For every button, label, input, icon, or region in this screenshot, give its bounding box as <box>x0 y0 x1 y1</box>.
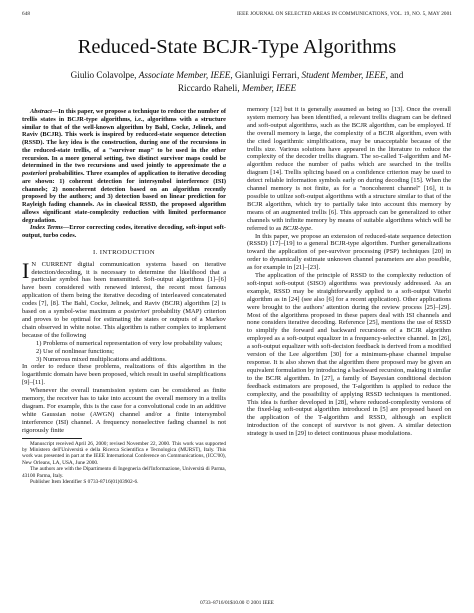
author-conjunction: , and <box>385 70 404 80</box>
abstract-text-1: In this paper, we propose a technique to reduce the number of trellis states in BCJR-type algorithms, i.e., algorithms with a structure similar to that of the well-known algorithm by Bahl, Cocke, Jelinek, and Raviv (BCJR). This work is inspired by reduced-state sequence detection (RSSD). The key idea is the construction, during one of the recursions in the reduced-state trellis, of a "survivor map" to be used in the other recursion. In a more general setting, two distinct survivor maps could be determined in the two recursions and used jointly to approximate the <box>22 108 226 170</box>
list-item: 3) Numerous mixed multiplications and additions. <box>36 355 167 363</box>
list-item: 2) Use of nonlinear functions; <box>36 347 114 355</box>
right-p1-end: . <box>311 224 313 232</box>
author-raheli-role: Member, IEEE <box>241 82 297 93</box>
intro-p1-end: probability (MAP) criterion and proves to be optimal for estimating the states or outputs of a Markov chain observed in white noise. This algorithm is rather complex to implement because of the following <box>22 308 226 339</box>
abstract-label: Abstract— <box>30 108 59 115</box>
author-colavolpe-role: Associate Member, IEEE <box>138 70 231 80</box>
running-title: IEEE JOURNAL ON SELECTED AREAS IN COMMUNICATIONS, VOL. 19, NO. 5, MAY 2001 <box>237 11 452 17</box>
index-terms-label: Index Terms <box>30 224 63 232</box>
page-number: 648 <box>22 11 31 17</box>
right-p1-text: memory [12] but it is generally assumed as being so [13]. Once the overall system memory has been identified, a relevant trellis diagram can be defined and soft-output algorithms, such as the BCJR algorithm, can be employed. If the overall memory is large, the complexity of a BCJR algorithm, even with the cited logarithmic simplifications, may be unacceptable because of the trellis size. Various solutions have appeared in the literature to reduce the complexity of the decoder trellis diagram. The so-called T-algorithm and M-algorithm reduce the number of paths which are searched in the trellis diagram [14]. Trellis splicing based on a confidence criterion may be used to detect reliable information symbols early on during decoding [15]. When the channel memory is not finite, as for a "noncoherent channel" [16], it is possible to utilize soft-output algorithms with a structure similar to that of the BCJR algorithm, which try to partially take into account this memory by means of an augmented trellis [6]. This approach can be generalized to other channels with infinite memory by means of suitable algorithms which will be referred to as <box>247 106 451 232</box>
right-paragraph-1 <box>247 106 451 233</box>
right-p1-italic: BCJR-type <box>282 224 312 232</box>
intro-paragraph-1 <box>22 257 226 340</box>
author-raheli: Riccardo Raheli, <box>177 82 242 93</box>
running-header <box>22 11 452 19</box>
intro-p1-start: N CURRENT digital communication systems based on iterative detection/decoding, it is necessary to determine the likelihood that a particular symbol has been transmitted. Soft-output algorithms [1]–[6] have been considered with renewed interest, the recent most famous application of them being the iterative decoding of interleaved concatenated codes [7], [8]. The Bahl, Cocke, Jelinek, and Raviv (BCJR) algorithm [2] is based on a symbol-wise maximum <box>22 260 226 316</box>
author-ferrari: , Gianluigi Ferrari, <box>230 70 302 80</box>
right-column <box>247 106 451 438</box>
abstract-italic: a posteriori <box>22 162 226 177</box>
author-ferrari-role: Student Member, IEEE <box>301 70 386 80</box>
abstract-text-2: probabilities. Three examples of application to iterative decoding are shown: 1) coherent detection for intersymbol interference (ISI) channels; 2) noncoherent detection based on an algorithm recently proposed by the authors; and 3) detection based on linear prediction for Rayleigh fading channels. As in classical RSSD, the proposed algorithm allows significant state-complexity reduction with limited performance degradation. <box>22 170 226 224</box>
intro-paragraph-3: Whenever the overall transmission system can be considered as finite memory, the receiver has to take into account the overall memory in a trellis diagram. For example, this is the case for a convolutional code in an additive white Gaussian noise (AWGN) channel and/or a finite intersymbol interference (ISI) channel. A frequency nonselective fading channel is not rigorously finite <box>22 387 226 434</box>
intro-paragraph-2: In order to reduce these problems, realizations of this algorithm in the logarithmic domain have been proposed, which result in useful simplifications [9]–[11]. <box>22 363 226 387</box>
section-heading-introduction: I. INTRODUCTION <box>92 248 156 256</box>
footnote-rule <box>22 438 82 439</box>
abstract <box>22 108 226 224</box>
right-paragraph-2: In this paper, we propose an extension of reduced-state sequence detection (RSSD) [17]–[19] to a general BCJR-type algorithm. Further generalizations toward the application of per-survivor processing (PSP) techniques [20] in order to dynamically estimate unknown channel parameters are also possible, as for example in [21]–[23]. <box>247 232 451 272</box>
author-block <box>40 69 434 94</box>
footnote-manuscript: Manuscript received April 26, 2000; revised November 22, 2000. This work was supported by Ministero dell'Università e della Ricerca Scientifica e Tecnologica (MURST), Italy. This work was presented in part at the IEEE International Conference on Communications, (ICC'00), New Orleans, LA, USA, June 2000. <box>22 440 226 466</box>
copyright-footer: 0733–8716/01$10.00 © 2001 IEEE <box>200 600 274 606</box>
footnote-publisher-id: Publisher Item Identifier S 0733-8716(01)03902-6. <box>30 479 139 486</box>
left-column <box>22 108 226 485</box>
footnote-affiliation: The authors are with the Dipartimento di Ingegneria dell'Informazione, Università di Parma, 43100 Parma, Italy. <box>22 466 226 479</box>
index-terms-text: —Error correcting codes, iterative decoding, soft-input soft-output, turbo codes. <box>22 224 226 239</box>
right-paragraph-3: The application of the principle of RSSD to the complexity reduction of soft-input soft-output (SISO) algorithms was previously addressed. As an example, RSSD may be straightforwardly applied to a soft-output Viterbi algorithm as in [24] (see also [6] for a recent application). Other applications were brought to the authors' attention during the review process [25]–[29]. Most of the algorithms proposed in these papers deal with ISI channels and none considers iterative decoding. Reference [25], mentions the use of RSSD to simplify the forward and backward recursions of a BCJR algorithm employed as a soft-output equalizer in a frequency-selective channel. In [26], a soft-output equalizer with soft-decision feedback is derived from a modified version of the Lee algorithm [30] for a minimum-phase channel impulse response. It is also shown that the algorithm there proposed may be given an equivalent formulation by introducing a backward recursion, making it similar to the BCJR algorithm. In [27], a family of Bayesian conditional decision feedback estimators are proposed, the T-algorithm is applied to reduce the complexity, and the possibility of applying RSSD techniques is mentioned. This idea is further developed in [28], where reduced-complexity versions of the fixed-lag soft-output algorithm introduced in [5] are proposed based on the application of the T-algorithm and RSSD, although an explicit introduction of the concept of survivor is not given. A similar detection strategy is used in [29] to detect continuous phase modulations. <box>247 272 451 438</box>
author-colavolpe: Giulio Colavolpe, <box>70 70 139 80</box>
drop-cap: I <box>22 257 30 283</box>
list-item: 1) Problems of numerical representation of very low probability values; <box>36 339 223 347</box>
intro-p1-italic: a posteriori <box>118 308 150 316</box>
index-terms <box>22 224 226 240</box>
paper-title: Reduced-State BCJR-Type Algorithms <box>77 36 397 58</box>
